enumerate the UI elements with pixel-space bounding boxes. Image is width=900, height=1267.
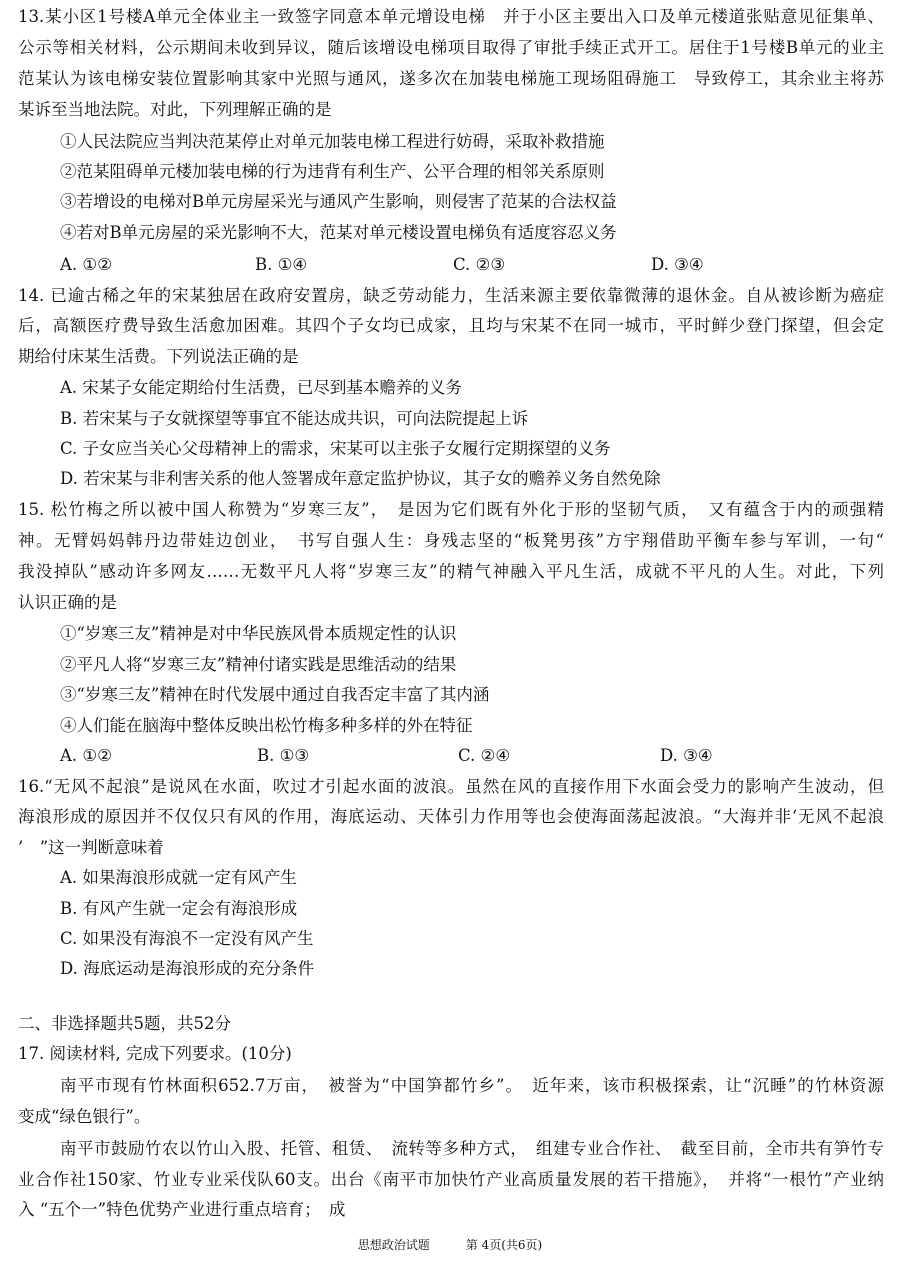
question-16-option-a: A. 如果海浪形成就一定有风产生: [60, 868, 297, 887]
question-16-stem-line: 16.“无风不起浪”是说风在水面，吹过才引起水面的波浪。虽然在风的直接作用下水面会受力的影响产生波动，但: [18, 777, 884, 796]
question-14-stem-line: 14. 已逾古稀之年的宋某独居在政府安置房，缺乏劳动能力，生活来源主要依靠微薄的退休金。自从被诊断为癌症: [18, 286, 884, 305]
question-15-choice-a: A. ①②: [60, 746, 112, 765]
question-17-paragraph-line: 变成“绿色银行”。: [18, 1107, 151, 1126]
question-16-stem-line: 海浪形成的原因并不仅仅只有风的作用，海底运动、天体引力作用等也会使海面荡起波浪。“大海并非‘无风不起浪: [18, 807, 884, 826]
question-15-choice-d: D. ③④: [660, 746, 713, 765]
question-14-option-c: C. 子女应当关心父母精神上的需求，宋某可以主张子女履行定期探望的义务: [60, 439, 611, 458]
question-17-paragraph-line: 南平市现有竹林面积652.7万亩， 被誉为“中国笋都竹乡”。 近年来，该市积极探索，让“沉睡”的竹林资源: [60, 1076, 884, 1095]
question-15-stem-line: 15. 松竹梅之所以被中国人称赞为“岁寒三友”， 是因为它们既有外化于形的坚韧气质， 又有蕴含于内的顽强精: [18, 500, 884, 519]
question-15-item: ④人们能在脑海中整体反映出松竹梅多种多样的外在特征: [60, 716, 473, 735]
footer-subject: 思想政治试题: [357, 1238, 430, 1252]
question-15-stem-line: 认识正确的是: [18, 593, 117, 612]
question-13-item: ④若对B单元房屋的采光影响不大，范某对单元楼设置电梯负有适度容忍义务: [60, 223, 617, 242]
question-15-stem-line: 神。无臂妈妈韩丹边带娃边创业， 书写自强人生：身残志坚的“板凳男孩”方宇翔借助平衡车参与军训，一句“: [18, 531, 884, 550]
page-footer: [0, 1237, 900, 1253]
question-15-item: ③“岁寒三友”精神在时代发展中通过自我否定丰富了其内涵: [60, 685, 490, 704]
question-14-option-a: A. 宋某子女能定期给付生活费，已尽到基本赡养的义务: [60, 378, 462, 397]
question-17-title: 17. 阅读材料, 完成下列要求。(10分): [18, 1044, 292, 1063]
question-15-stem-line: 我没掉队”感动许多网友……无数平凡人将“岁寒三友”的精气神融入平凡生活，成就不平凡的人生。对此，下列: [18, 562, 884, 581]
footer-page-number: 第 4页(共6页): [465, 1238, 543, 1252]
question-13-item: ②范某阻碍单元楼加装电梯的行为违背有利生产、公平合理的相邻关系原则: [60, 162, 605, 181]
question-14-stem-line: 后，高额医疗费导致生活愈加困难。其四个子女均已成家，且均与宋某不在同一城市，平时鲜少登门探望，但会定: [18, 316, 884, 335]
question-16-option-d: D. 海底运动是海浪形成的充分条件: [60, 959, 315, 978]
question-15-item: ②平凡人将“岁寒三友”精神付诸实践是思维活动的结果: [60, 655, 457, 674]
question-14-option-b: B. 若宋某与子女就探望等事宜不能达成共识，可向法院提起上诉: [60, 409, 529, 428]
question-15-choice-c: C. ②④: [458, 746, 511, 765]
question-15-item: ①“岁寒三友”精神是对中华民族风骨本质规定性的认识: [60, 624, 457, 643]
question-13-choice-c: C. ②③: [453, 255, 506, 274]
question-13-choice-b: B. ①④: [255, 255, 308, 274]
question-15-choice-b: B. ①③: [257, 746, 310, 765]
question-16-option-b: B. 有风产生就一定会有海浪形成: [60, 899, 298, 918]
question-13-stem-line: 公示等相关材料，公示期间未收到异议，随后该增设电梯项目取得了审批手续正式开工。居住于1号楼B单元的业主: [18, 38, 884, 57]
question-13-item: ①人民法院应当判决范某停止对单元加装电梯工程进行妨碍，采取补救措施: [60, 132, 605, 151]
section-heading: 二、非选择题共5题，共52分: [18, 1014, 231, 1033]
question-16-option-c: C. 如果没有海浪不一定没有风产生: [60, 929, 314, 948]
question-13-stem-line: 某诉至当地法院。对此，下列理解正确的是: [18, 100, 332, 119]
question-13-stem-line: 范某认为该电梯安装位置影响其家中光照与通风，遂多次在加装电梯施工现场阻碍施工 导致停工，其余业主将苏: [18, 69, 884, 88]
question-14-stem-line: 期给付床某生活费。下列说法正确的是: [18, 347, 299, 366]
question-14-option-d: D. 若宋某与非利害关系的他人签署成年意定监护协议，其子女的赡养义务自然免除: [60, 469, 661, 488]
question-17-paragraph-line: 业合作社150家、竹业专业采伐队60支。出台《南平市加快竹产业高质量发展的若干措施》， 并将“一根竹”产业纳: [18, 1170, 884, 1189]
question-13-choice-a: A. ①②: [60, 255, 112, 274]
question-13-item: ③若增设的电梯对B单元房屋采光与通风产生影响，则侵害了范某的合法权益: [60, 192, 617, 211]
question-13-choice-d: D. ③④: [651, 255, 704, 274]
question-17-paragraph-line: 入 “五个一”特色优势产业进行重点培育； 成: [18, 1200, 346, 1219]
question-17-paragraph-line: 南平市鼓励竹农以竹山入股、托管、租赁、 流转等多种方式， 组建专业合作社、 截至目前，全市共有笋竹专: [60, 1139, 884, 1158]
question-13-stem-line: 13.某小区1号楼A单元全体业主一致签字同意本单元增设电梯 并于小区主要出入口及单元楼道张贴意见征集单、: [18, 7, 884, 26]
question-16-stem-line: ’ ”这一判断意味着: [18, 838, 164, 857]
